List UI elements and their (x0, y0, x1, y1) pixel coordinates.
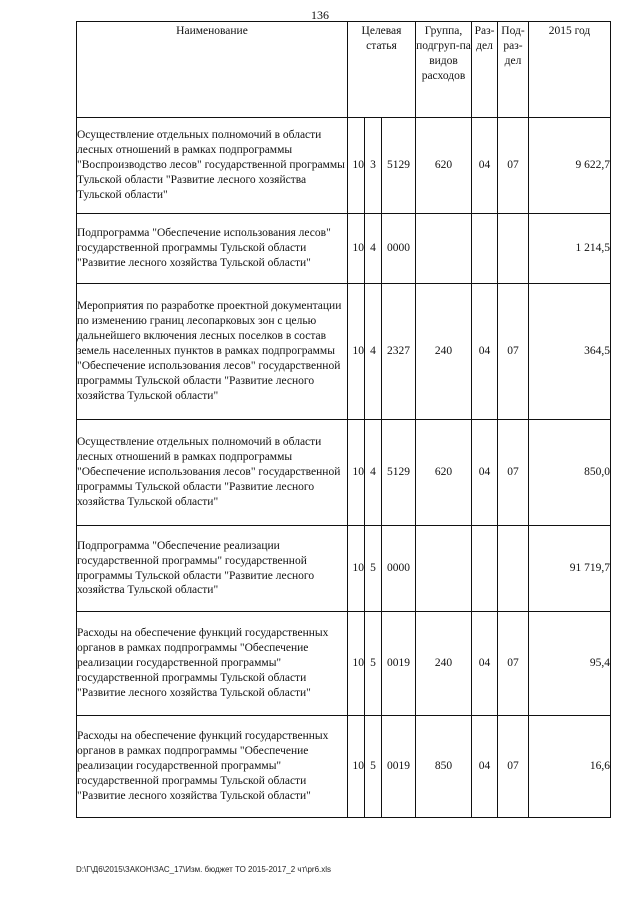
row-amount: 95,4 (529, 612, 611, 716)
row-code-b: 4 (365, 420, 382, 526)
row-code-c: 5129 (382, 118, 416, 214)
row-group: 240 (416, 612, 472, 716)
row-razdel: 04 (472, 716, 498, 818)
row-code-b: 5 (365, 716, 382, 818)
row-code-b: 3 (365, 118, 382, 214)
table-row (77, 118, 611, 214)
row-code-a: 10 (348, 526, 365, 612)
row-podrazdel: 07 (498, 118, 529, 214)
budget-table (76, 21, 611, 818)
row-razdel: 04 (472, 420, 498, 526)
row-code-a: 10 (348, 284, 365, 420)
row-name: Осуществление отдельных полномочий в области лесных отношений в рамках подпрограммы "Обеспечение использования лесов" государственной программы Тульской области "Развитие лесного хозяйства Тульской области" (77, 420, 348, 526)
row-group: 240 (416, 284, 472, 420)
header-name: Наименование (77, 22, 348, 118)
row-name: Мероприятия по разработке проектной документации по изменению границ лесопарковых зон с целью дальнейшего включения лесных поселков в состав земель населенных пунктов в рамках подпрограммы "Обеспечение использования лесов" государственной программы Тульской области "Развитие лесного хозяйства Тульской области" (77, 284, 348, 420)
row-code-c: 5129 (382, 420, 416, 526)
row-code-a: 10 (348, 612, 365, 716)
row-code-c: 0019 (382, 716, 416, 818)
row-amount: 16,6 (529, 716, 611, 818)
row-razdel: 04 (472, 284, 498, 420)
row-amount: 1 214,5 (529, 214, 611, 284)
row-podrazdel: 07 (498, 716, 529, 818)
row-code-c: 0019 (382, 612, 416, 716)
table-row (77, 612, 611, 716)
row-podrazdel: 07 (498, 420, 529, 526)
row-code-b: 4 (365, 214, 382, 284)
table-header-row (77, 22, 611, 118)
row-code-a: 10 (348, 716, 365, 818)
file-path-footer: D:\Г\Д6\2015\ЗАКОН\ЗАС_17\Изм. бюджет ТО 2015-2017_2 чт\pr6.xls (76, 865, 332, 874)
header-group: Группа, подгруп-па видов расходов (416, 22, 472, 118)
row-group (416, 526, 472, 612)
table-row (77, 716, 611, 818)
row-group: 850 (416, 716, 472, 818)
row-podrazdel: 07 (498, 284, 529, 420)
row-amount: 91 719,7 (529, 526, 611, 612)
row-code-a: 10 (348, 118, 365, 214)
row-name: Подпрограмма "Обеспечение использования лесов" государственной программы Тульской области "Развитие лесного хозяйства Тульской области" (77, 214, 348, 284)
row-amount: 9 622,7 (529, 118, 611, 214)
row-code-c: 0000 (382, 526, 416, 612)
row-code-c: 2327 (382, 284, 416, 420)
row-amount: 364,5 (529, 284, 611, 420)
row-code-a: 10 (348, 420, 365, 526)
row-code-c: 0000 (382, 214, 416, 284)
page-number: 136 (311, 8, 329, 22)
row-group: 620 (416, 118, 472, 214)
row-podrazdel (498, 526, 529, 612)
row-razdel (472, 214, 498, 284)
row-group (416, 214, 472, 284)
header-target-article: Целевая статья (348, 22, 416, 118)
row-podrazdel: 07 (498, 612, 529, 716)
row-name: Подпрограмма "Обеспечение реализации государственной программы" государственной программы Тульской области "Развитие лесного хозяйства Тульской области" (77, 526, 348, 612)
row-podrazdel (498, 214, 529, 284)
row-code-b: 5 (365, 526, 382, 612)
row-code-b: 5 (365, 612, 382, 716)
row-razdel (472, 526, 498, 612)
row-amount: 850,0 (529, 420, 611, 526)
row-name: Расходы на обеспечение функций государственных органов в рамках подпрограммы "Обеспечение реализации государственной программы" государственной программы Тульской области "Развитие лесного хозяйства Тульской области" (77, 716, 348, 818)
header-podrazdel: Под-раз-дел (498, 22, 529, 118)
header-razdel: Раз-дел (472, 22, 498, 118)
table-row (77, 214, 611, 284)
table-row (77, 526, 611, 612)
table-row (77, 420, 611, 526)
table-row (77, 284, 611, 420)
row-name: Осуществление отдельных полномочий в области лесных отношений в рамках подпрограммы "Воспроизводство лесов" государственной программы Тульской области "Развитие лесного хозяйства Тульской области" (77, 118, 348, 214)
row-code-b: 4 (365, 284, 382, 420)
row-group: 620 (416, 420, 472, 526)
row-name: Расходы на обеспечение функций государственных органов в рамках подпрограммы "Обеспечение реализации государственной программы" государственной программы Тульской области "Развитие лесного хозяйства Тульской области" (77, 612, 348, 716)
row-razdel: 04 (472, 118, 498, 214)
row-razdel: 04 (472, 612, 498, 716)
header-year: 2015 год (529, 22, 611, 118)
row-code-a: 10 (348, 214, 365, 284)
